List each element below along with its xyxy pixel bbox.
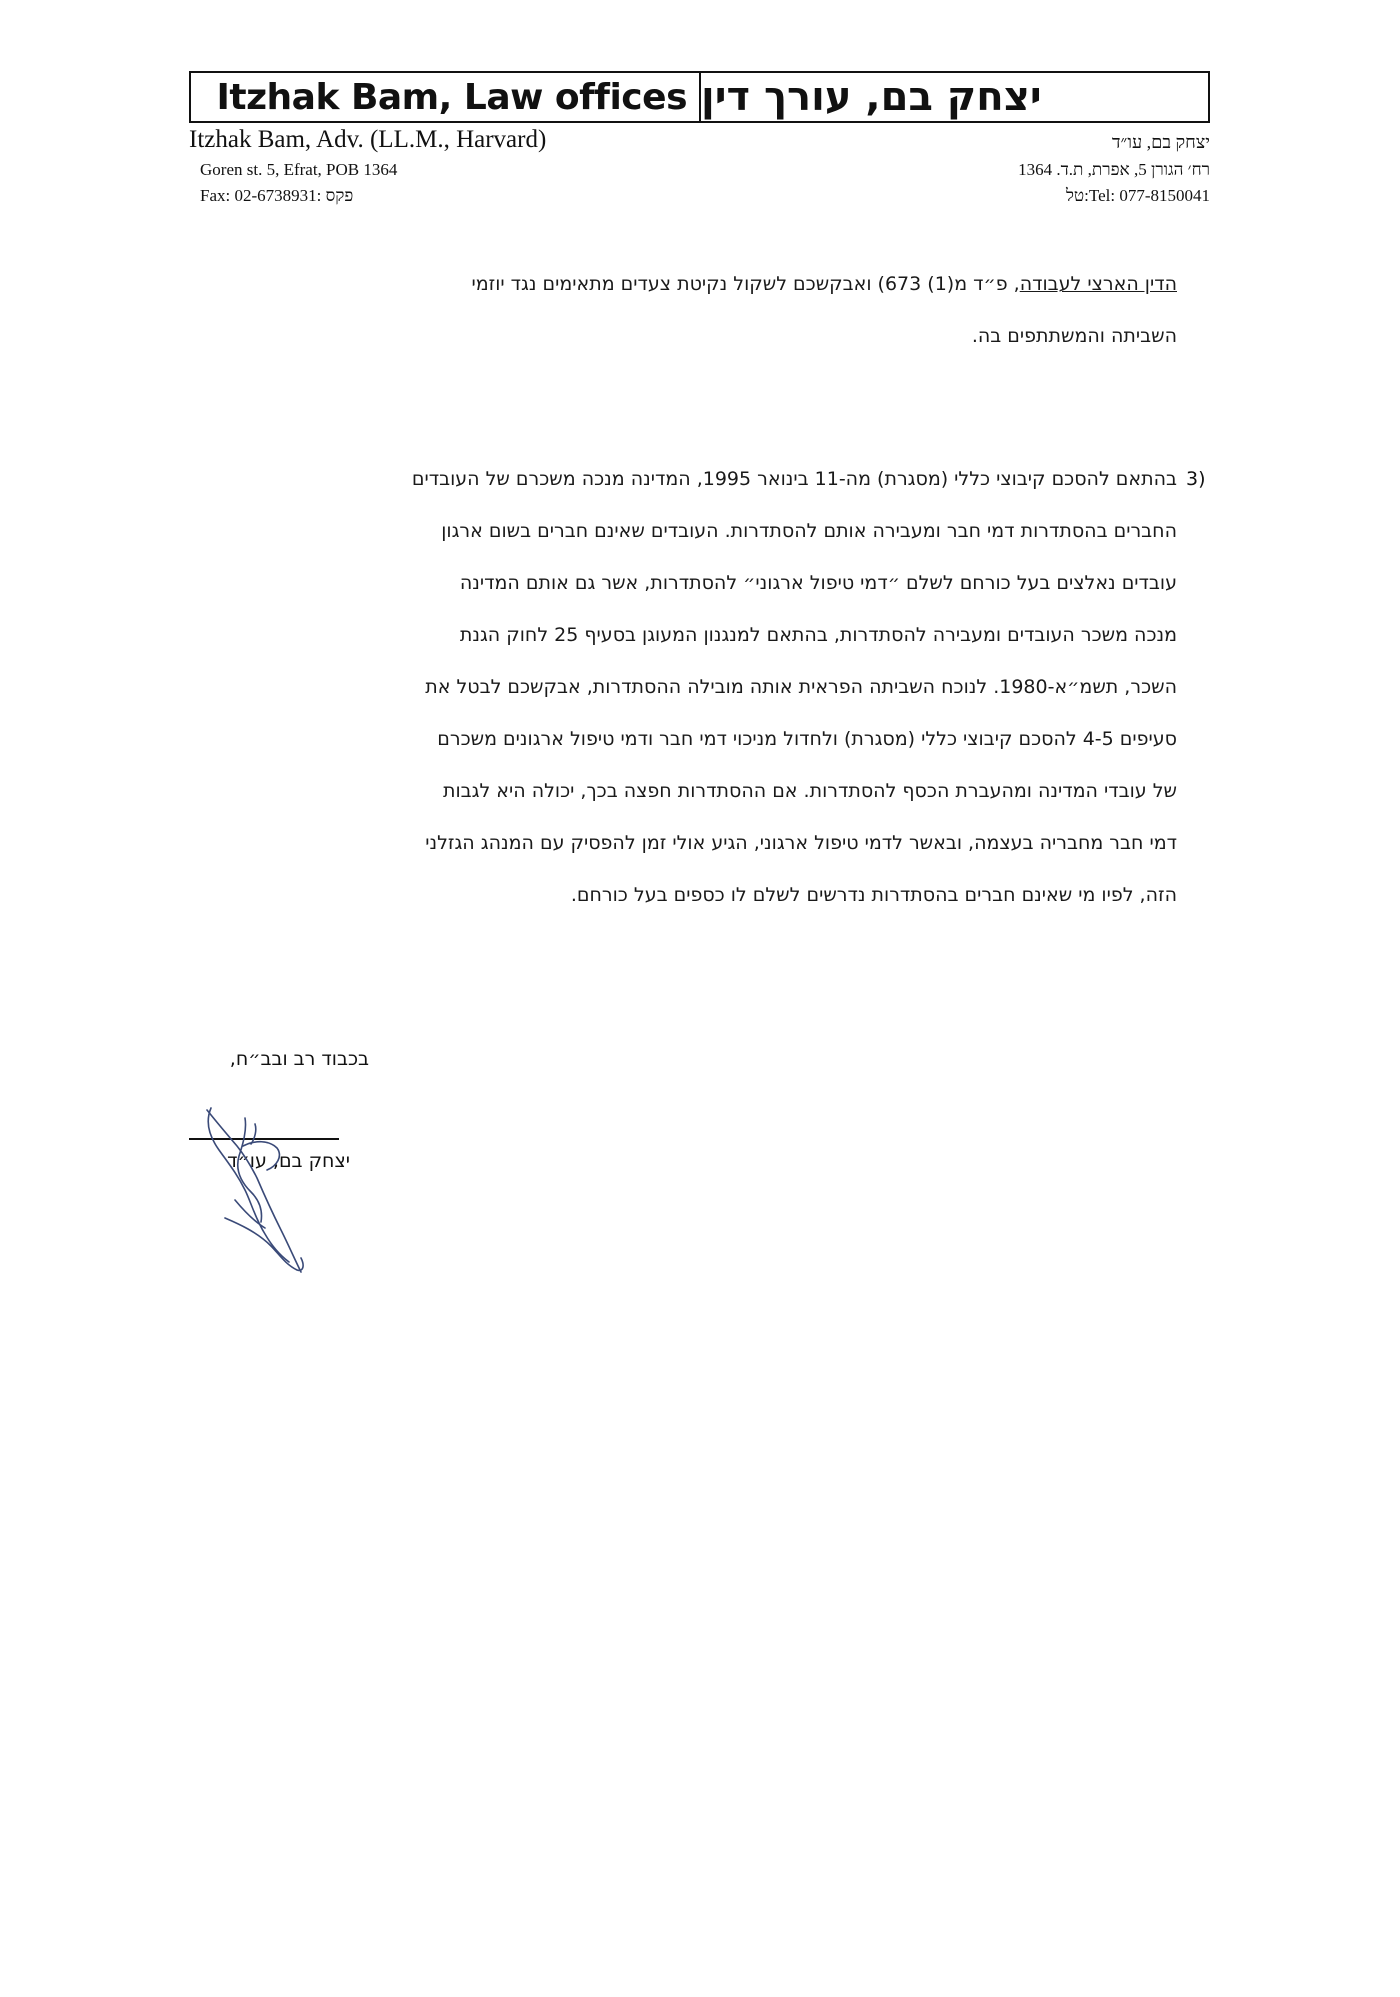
- handwritten-signature: [185, 1100, 325, 1275]
- address-hebrew: רח׳ הגורן 5, אפרת, ת.ד. 1364: [1018, 160, 1210, 179]
- court-name-underlined: הדין הארצי לעבודה: [1019, 273, 1177, 295]
- paragraph-line: השביתה והמשתתפים בה.: [971, 325, 1177, 347]
- fax-number: Fax: 02-6738931: פקס: [200, 186, 354, 205]
- paragraph-line: עובדים נאלצים בעל כורחם לשלם ״דמי טיפול ארגוני״ להסתדרות, אשר גם אותם המדינה: [459, 572, 1177, 594]
- paragraph-line: החברים בהסתדרות דמי חבר ומעבירה אותם להסתדרות. העובדים שאינם חברים בשום ארגון: [441, 520, 1177, 542]
- paragraph-line: [189, 258, 1177, 310]
- attorney-name-english: Itzhak Bam, Adv. (LL.M., Harvard): [189, 126, 547, 153]
- paragraph-number: 3): [1186, 468, 1206, 490]
- address-english: Goren st. 5, Efrat, POB 1364: [200, 160, 398, 179]
- paragraph-line: של עובדי המדינה ומהעברת הכסף להסתדרות. אם ההסתדרות חפצה בכך, יכולה היא לגבות: [442, 780, 1177, 802]
- paragraph-line: סעיפים 4-5 להסכם קיבוצי כללי (מסגרת) ולחדול מניכוי דמי חבר ודמי טיפול ארגונים משכרם: [437, 728, 1177, 750]
- paragraph-line: מנכה משכר העובדים ומעבירה להסתדרות, בהתאם למנגנון המעוגן בסעיף 25 לחוק הגנת: [459, 624, 1177, 646]
- paragraph-line: דמי חבר מחבריה בעצמה, ובאשר לדמי טיפול ארגוני, הגיע אולי זמן להפסיק עם המנהג הגזלני: [425, 832, 1177, 854]
- telephone-number: Tel: 077-8150041:טל: [1065, 186, 1210, 205]
- attorney-name-hebrew: יצחק בם, עו״ד: [1111, 132, 1210, 152]
- signer-name: יצחק בם, עו״ד: [227, 1150, 350, 1172]
- paragraph-line: השכר, תשמ״א-1980. לנוכח השביתה הפראית אותה מובילה ההסתדרות, אבקשכם לבטל את: [425, 676, 1177, 698]
- letterhead-box: [189, 71, 1210, 123]
- paragraph-line: בהתאם להסכם קיבוצי כללי (מסגרת) מה-11 בינואר 1995, המדינה מנכה משכרם של העובדים: [411, 468, 1177, 490]
- paragraph-text: , פ״ד מ(1) 673) ואבקשכם לשקול נקיטת צעדים מתאימים נגד יוזמי: [471, 273, 1020, 295]
- paragraph-line: הזה, לפיו מי שאינם חברים בהסתדרות נדרשים לשלם לו כספים בעל כורחם.: [570, 884, 1177, 906]
- closing-salutation: בכבוד רב ובב״ח,: [229, 1048, 369, 1070]
- paragraph-3: [189, 453, 1177, 921]
- firm-name-english: Itzhak Bam, Law offices: [191, 73, 701, 121]
- firm-name-hebrew: יצחק בם, עורך דין: [701, 74, 1042, 120]
- paragraph-continuation: [189, 258, 1177, 362]
